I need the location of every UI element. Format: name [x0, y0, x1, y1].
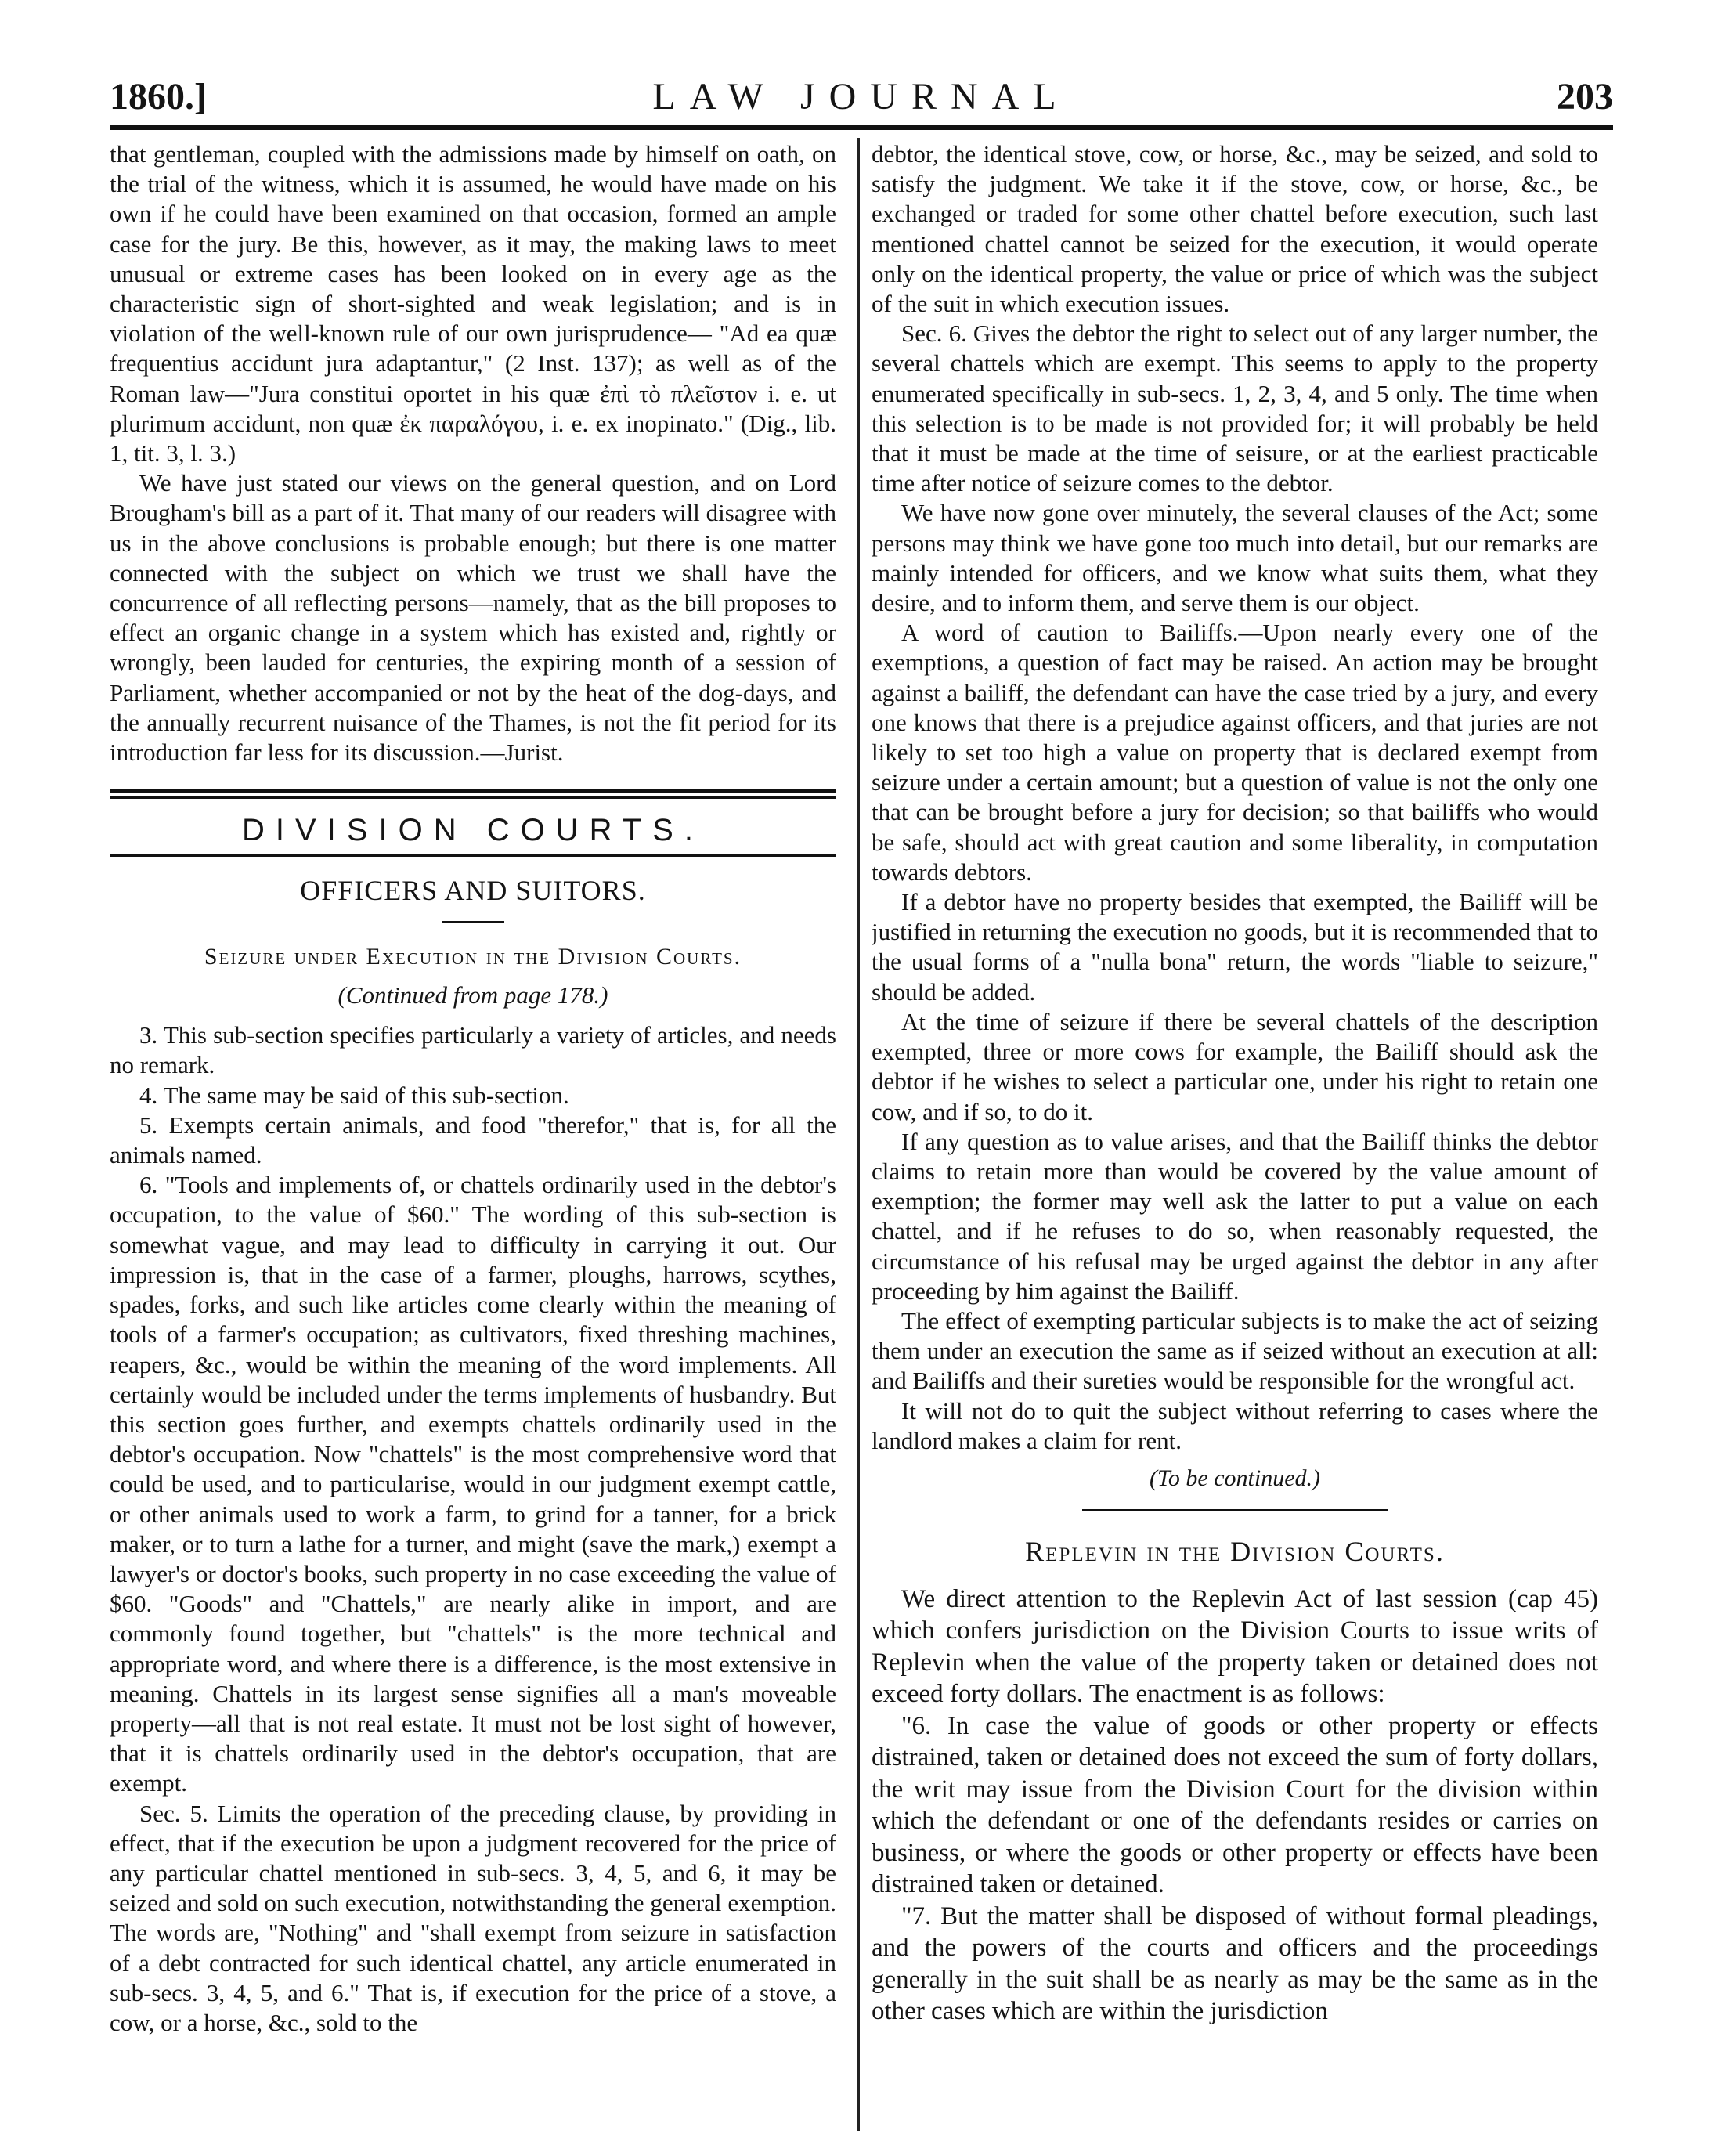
section-title: DIVISION COURTS.	[242, 813, 704, 848]
short-rule	[442, 921, 504, 923]
issue-year: 1860.]	[110, 76, 207, 117]
section-title-rule	[110, 854, 836, 857]
paragraph: The effect of exempting particular subjects is to make the act of seizing them under an execution the same as if seized without an execution at all: and Bailiffs and their sureties would be responsible for the wrongful act.	[872, 1306, 1598, 1395]
paragraph: "6. In case the value of goods or other property or effects distrained, taken or detained does not exceed the sum of forty dollars, the writ may issue from the Division Court for the division within which the defendant or one of the defendants resides or carries on business, or where the goods or other property or effects have been distrained taken or detained.	[872, 1711, 1598, 1899]
paragraph: It will not do to quit the subject without referring to cases where the landlord makes a claim for rent.	[872, 1396, 1598, 1454]
article-separator	[1082, 1509, 1388, 1511]
paragraph: 3. This sub-section specifies particularly a variety of articles, and needs no remark.	[110, 1021, 836, 1079]
continued-note: (Continued from page 178.)	[337, 981, 608, 1009]
running-head	[110, 75, 1613, 130]
paragraph: We direct attention to the Replevin Act of last session (cap 45) which confers jurisdiction on the Division Courts to issue writs of Replevin when the value of the property taken or detained does not exceed forty dollars. The enactment is as follows:	[872, 1584, 1598, 1709]
paragraph: 4. The same may be said of this sub-section.	[139, 1081, 569, 1109]
paragraph: We have just stated our views on the general question, and on Lord Brougham's bill as a part of it. That many of our readers will disagree with us in the above conclusions is probable enough; but there is one matter connected with the subject on which we trust we shall have the concurrence of all reflecting persons—namely, that as the bill proposes to effect an organic change in a system which has existed and, rightly or wrongly, been lauded for centuries, the expiring month of a session of Parliament, whether accompanied or not by the heat of the dog-days, and the annually recurrent nuisance of the Thames, is not the fit period for its introduction far less for its discussion.—Jurist.	[110, 469, 836, 767]
paragraph: If any question as to value arises, and that the Bailiff thinks the debtor claims to retain more than would be covered by the value amount of exemption; the former may well ask the latter to put a value on each chattel, and if he refuses to do so, when reasonably requested, the circumstance of his refusal may be urged against the debtor in any after proceeding by him against the Bailiff.	[872, 1127, 1598, 1305]
paragraph: "7. But the matter shall be disposed of without formal pleadings, and the powers of the courts and officers and the proceedings generally in the suit shall be as nearly as may be the same as in the other cases which are within the jurisdiction	[872, 1901, 1598, 2026]
paragraph: that gentleman, coupled with the admissions made by himself on oath, on the trial of the witness, which it is assumed, he would have made on his own if he could have been examined on that occasion, formed an ample case for the jury. Be this, however, as it may, the making laws to meet unusual or extreme cases has been looked on in every age as the characteristic sign of short-sighted and weak legislation; and is in violation of the well-known rule of our own jurisprudence— "Ad ea quæ frequentius accidunt jura adaptantur," (2 Inst. 137); as well as of the Roman law—"Jura constitui oportet in his quæ ἐπὶ τὸ πλεῖστον i. e. ut plurimum accidunt, non quæ ἐκ παραλόγου, i. e. ex inopinato." (Dig., lib. 1, tit. 3, l. 3.)	[110, 140, 836, 468]
paragraph: 5. Exempts certain animals, and food "therefor," that is, for all the animals named.	[110, 1111, 836, 1169]
article-heading: Seizure under Execution in the Division Courts.	[204, 944, 742, 970]
paragraph: If a debtor have no property besides that exempted, the Bailiff will be justified in returning the execution no goods, but it is recommended that to the usual forms of a "nulla bona" return, the words "liable to seizure," should be added.	[872, 888, 1598, 1006]
journal-title: LAW JOURNAL	[652, 76, 1070, 117]
left-column	[110, 139, 836, 2144]
right-column	[872, 139, 1598, 2144]
to-be-continued-note: (To be continued.)	[1149, 1464, 1321, 1491]
paragraph: debtor, the identical stove, cow, or horse, &c., may be seized, and sold to satisfy the judgment. We take it if the stove, cow, or horse, &c., be exchanged or traded for some other chattel before execution, such last mentioned chattel cannot be seized for the execution, it would operate only on the identical property, the value or price of which was the subject of the suit in which execution issues.	[872, 140, 1598, 318]
paragraph: At the time of seizure if there be several chattels of the description exempted, three or more cows for example, the Bailiff should ask the debtor if he wishes to select a particular one, under his right to retain one cow, and if so, to do it.	[872, 1007, 1598, 1125]
paragraph: Sec. 6. Gives the debtor the right to select out of any larger number, the several chattels which are exempt. This seems to apply to the property enumerated specifically in sub-secs. 1, 2, 3, 4, and 5 only. The time when this selection is to be made is not provided for; it will probably be held that it must be made at the time of seisure, or at the earliest practicable time after notice of seizure comes to the debtor.	[872, 320, 1598, 497]
column-divider	[857, 138, 860, 2131]
header-rule	[110, 125, 1613, 130]
replevin-text	[872, 1584, 1598, 2028]
subsection-title: OFFICERS AND SUITORS.	[300, 875, 646, 907]
section-separator	[110, 789, 836, 799]
paragraph: Sec. 5. Limits the operation of the preceding clause, by providing in effect, that if the execution be upon a judgment recovered for the price of any particular chattel mentioned in sub-secs. 3, 4, 5, and 6, it may be seized and sold on such execution, notwithstanding the general exemption. The words are, "Nothing" and "shall exempt from seizure in satisfaction of a debt contracted for such identical chattel, any article enumerated in sub-secs. 3, 4, 5, and 6." That is, if execution for the price of a stove, a cow, or a horse, &c., sold to the	[110, 1799, 836, 2036]
article-heading: Replevin in the Division Courts.	[1025, 1535, 1445, 1567]
paragraph: We have now gone over minutely, the several clauses of the Act; some persons may think we have gone too much into detail, but our remarks are mainly intended for officers, and we know what suits them, what they desire, and to inform them, and serve them is our object.	[872, 499, 1598, 617]
paragraph: 6. "Tools and implements of, or chattels ordinarily used in the debtor's occupation, to the value of $60." The wording of this sub-section is somewhat vague, and may lead to difficulty in carrying it out. Our impression is, that in the case of a farmer, ploughs, harrows, scythes, spades, forks, and such like articles come clearly within the meaning of tools of a farmer's occupation; as cultivators, fixed threshing machines, reapers, &c., would be within the meaning of the word implements. All certainly would be included under the terms implements of husbandry. But this section goes further, and exempts chattels ordinarily used in the debtor's occupation. Now "chattels" is the most comprehensive word that could be used, and to particularise, would in our judgment exempt cattle, or other animals used to work a farm, to grind for a tanner, for a brick maker, or to turn a lathe for a turner, and might (save the mark,) exempt a lawyer's or doctor's books, such property in no case exceeding the value of $60. "Goods" and "Chattels," are nearly alike in import, and are commonly found together, but "chattels" is the more technical and appropriate word, and where there is a difference, is the most extensive in meaning. Chattels in its largest sense signifies all a man's moveable property—all that is not real estate. It must not be lost sight of however, that it is chattels ordinarily used in the debtor's occupation, that are exempt.	[110, 1171, 836, 1797]
page-number: 203	[1557, 76, 1613, 117]
paragraph: A word of caution to Bailiffs.—Upon nearly every one of the exemptions, a question of fact may be raised. An action may be brought against a bailiff, the defendant can have the case tried by a jury, and every one knows that there is a prejudice against officers, and that juries are not likely to set too high a value on property that is declared exempt from seizure under a certain amount; but a question of value is not the only one that can be brought before a jury for decision; so that bailiffs who would be safe, should act with great caution and some liberality, in computation towards debtors.	[872, 619, 1598, 886]
